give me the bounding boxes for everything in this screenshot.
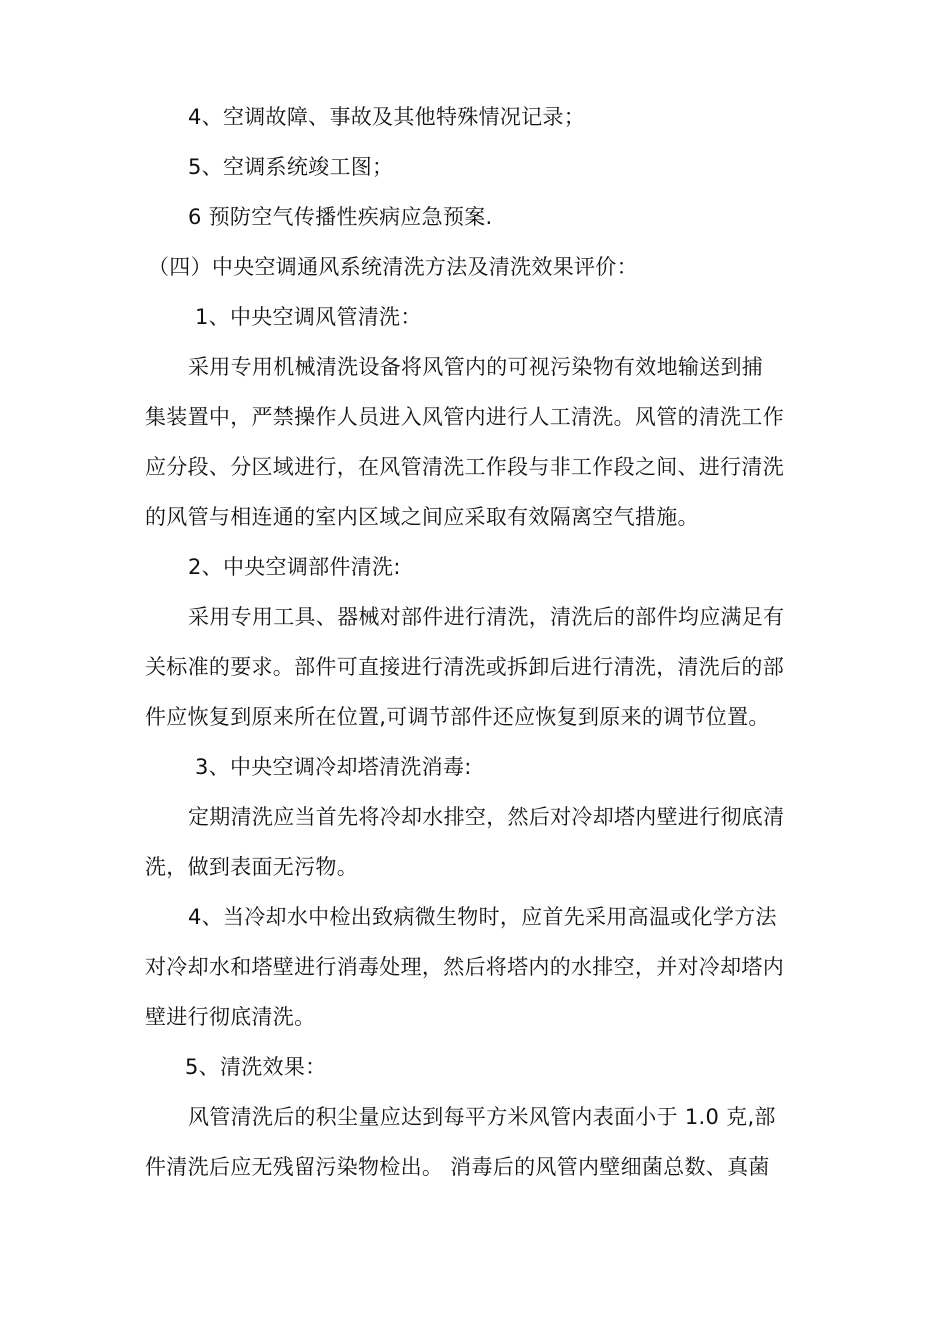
text-line: 件应恢复到原来所在位置,可调节部件还应恢复到原来的调节位置。 — [145, 705, 770, 729]
text-line: 定期清洗应当首先将冷却水排空，然后对冷却塔内壁进行彻底清 — [188, 805, 785, 829]
text-line: 4、当冷却水中检出致病微生物时，应首先采用高温或化学方法 — [188, 905, 777, 929]
subsection-heading: 1、中央空调风管清洗： — [195, 305, 422, 329]
subsection-heading: 3、中央空调冷却塔清洗消毒: — [195, 755, 472, 779]
text-line: 对冷却水和塔壁进行消毒处理，然后将塔内的水排空，并对冷却塔内 — [145, 955, 784, 979]
text-line: 集装置中，严禁操作人员进入风管内进行人工清洗。风管的清洗工作 — [145, 405, 784, 429]
text-line: 壁进行彻底清洗。 — [145, 1005, 316, 1029]
text-line: 关标准的要求。部件可直接进行清洗或拆卸后进行清洗，清洗后的部 — [145, 655, 784, 679]
text-line: 的风管与相连通的室内区域之间应采取有效隔离空气措施。 — [145, 505, 699, 529]
section-heading: （四）中央空调通风系统清洗方法及清洗效果评价： — [148, 255, 638, 279]
text-line: 4、空调故障、事故及其他特殊情况记录； — [188, 105, 586, 129]
text-line: 采用专用工具、器械对部件进行清洗，清洗后的部件均应满足有 — [188, 605, 785, 629]
text-line: 采用专用机械清洗设备将风管内的可视污染物有效地输送到捕 — [188, 355, 764, 379]
text-line: 件清洗后应无残留污染物检出。 消毒后的风管内壁细菌总数、真菌 — [145, 1155, 770, 1179]
subsection-heading: 5、清洗效果： — [185, 1055, 327, 1079]
text-line: 5、空调系统竣工图； — [188, 155, 394, 179]
text-line: 6 预防空气传播性疾病应急预案. — [188, 205, 493, 229]
text-line: 风管清洗后的积尘量应达到每平方米风管内表面小于 1.0 克,部 — [188, 1105, 776, 1129]
text-line: 应分段、分区域进行，在风管清洗工作段与非工作段之间、进行清洗 — [145, 455, 784, 479]
text-line: 洗，做到表面无污物。 — [145, 855, 358, 879]
subsection-heading: 2、中央空调部件清洗: — [188, 555, 401, 579]
